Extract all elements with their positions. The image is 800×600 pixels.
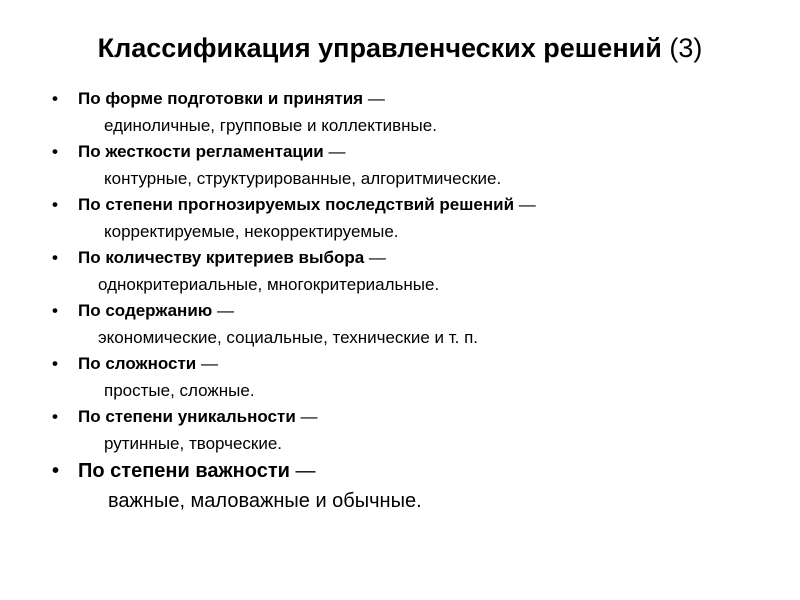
list-item-values: контурные, структурированные, алгоритмические. [104,169,502,188]
list-item-values: простые, сложные. [104,381,255,400]
list-item-criterion: По степени прогнозируемых последствий решений [78,195,515,214]
list-item [52,86,772,139]
list-item-dash: — [323,142,346,161]
list-item [52,404,772,457]
classification-list [52,86,772,517]
list-item-dash: — [212,301,235,320]
list-item-heading [52,351,772,377]
list-item-heading [52,404,772,430]
bullet-icon: • [52,142,58,161]
list-item-values: экономические, социальные, технические и т. п. [98,328,479,347]
list-item-criterion: По форме подготовки и принятия [78,89,364,108]
list-item-heading [52,139,772,165]
list-item-criterion: По сложности [78,354,197,373]
list-item-heading [52,245,772,271]
bullet-icon: • [52,89,58,108]
bullet-icon: • [52,407,58,426]
slide-title [0,28,800,68]
list-item-heading [52,457,772,485]
bullet-icon: • [52,460,60,482]
list-item-heading [52,192,772,218]
list-item [52,245,772,298]
list-item-heading [52,86,772,112]
bullet-icon: • [52,248,58,267]
list-item-dash: — [295,407,318,426]
list-item-dash: — [196,354,218,373]
list-item-values: важные, маловажные и обычные. [108,490,422,512]
list-item-values: единоличные, групповые и коллективные. [104,116,437,135]
bullet-icon: • [52,195,58,214]
list-item-criterion: По степени уникальности [78,407,296,426]
slide-title-text: Классификация управленческих решений [97,33,662,63]
list-item-values: однокритериальные, многокритериальные. [98,275,440,294]
list-item-dash: — [289,460,316,482]
list-item-dash: — [364,248,386,267]
bullet-icon: • [52,301,58,320]
list-item-heading [52,298,772,324]
list-item-dash: — [363,89,385,108]
list-item-criterion: По жесткости регламентации [78,142,324,161]
list-item-values: корректируемые, некорректируемые. [104,222,399,241]
list-item-values: рутинные, творческие. [104,434,283,453]
list-item [52,298,772,351]
bullet-icon: • [52,354,58,373]
list-item [52,139,772,192]
list-item-criterion: По содержанию [78,301,213,320]
list-item [52,351,772,404]
list-item-criterion: По степени важности [78,460,290,482]
list-item-dash: — [514,195,536,214]
list-item [52,192,772,245]
list-item-criterion: По количеству критериев выбора [78,248,365,267]
slide-title-number: (3) [669,33,703,63]
list-item [52,457,772,517]
